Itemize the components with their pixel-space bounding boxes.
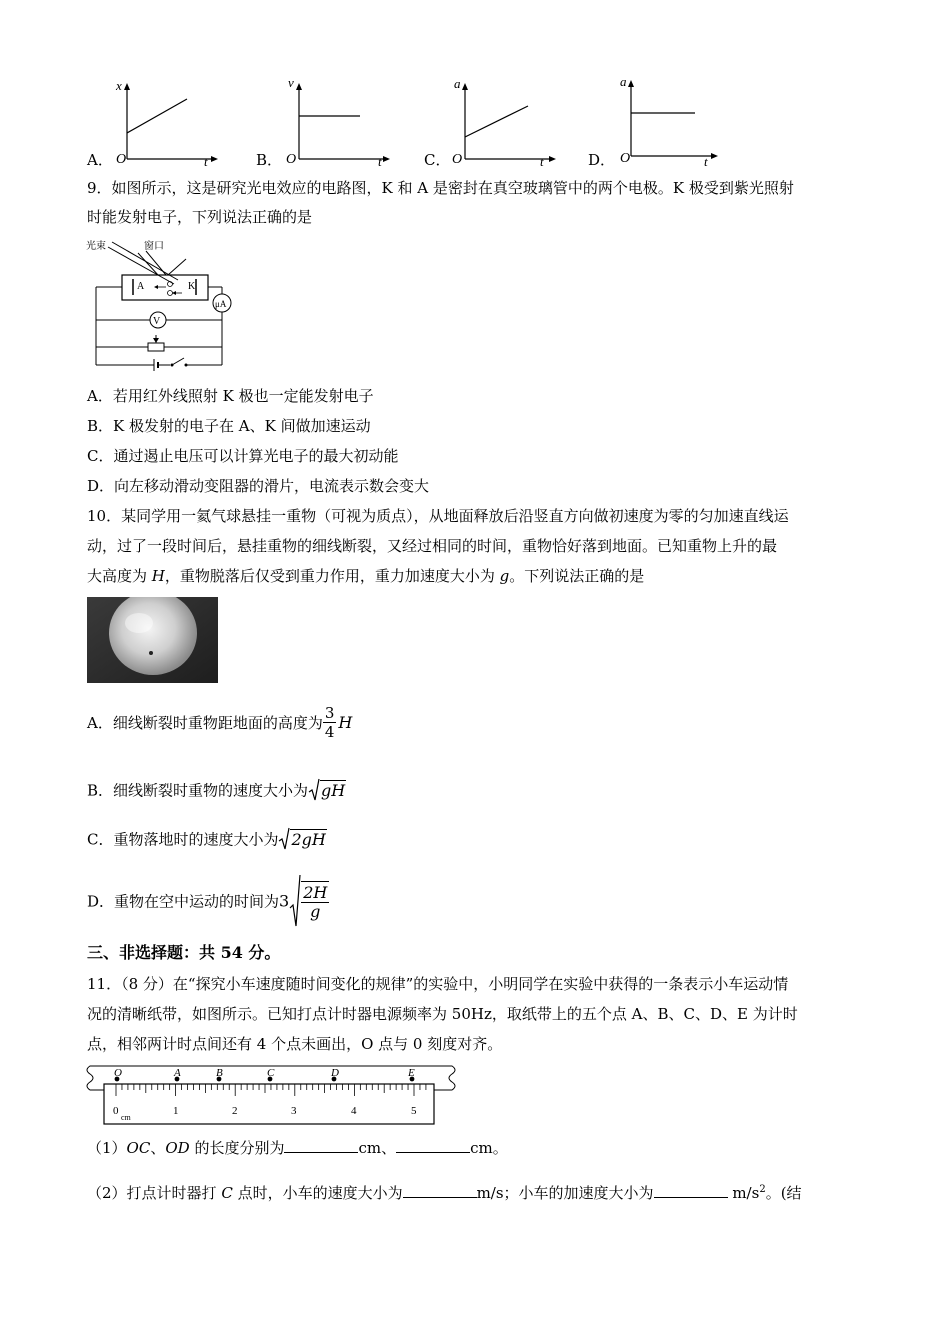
ruler-number-5: 5 <box>411 1105 417 1117</box>
q11-stem-line1: 11．（8 分）在“探究小车速度随时间变化的规律”的实验中，小明同学在实验中获得的一条表示小车运动情 <box>87 975 789 993</box>
tape-label-e: E <box>408 1067 415 1079</box>
ruler-number-1: 1 <box>173 1105 179 1117</box>
graph-c-letter: C． <box>424 151 451 169</box>
tape-label-c: C <box>267 1067 275 1079</box>
fraction-denominator: g <box>310 902 321 921</box>
circuit-anode-label: A <box>137 281 145 292</box>
graph-d-xlabel: t <box>704 154 708 169</box>
q10-option-c-text: C．重物落地时的速度大小为 <box>87 830 279 849</box>
tape-label-o: O <box>114 1067 122 1079</box>
q10-option-d-coef: 3 <box>279 891 290 911</box>
graph-a-letter: A． <box>87 151 113 169</box>
answer-blank-acceleration[interactable] <box>654 1183 728 1198</box>
circuit-beam-label: 光束 <box>86 241 106 252</box>
graph-a-xlabel: t <box>204 154 208 169</box>
q10-option-a-text: A．细线断裂时重物距地面的高度为 <box>87 714 323 732</box>
circuit-window-label: 窗口 <box>144 241 164 252</box>
q10-var-g: g <box>499 567 510 585</box>
graph-options-row <box>0 0 950 170</box>
tape-label-a: A <box>174 1067 181 1079</box>
sqrt-symbol <box>289 874 301 928</box>
q11-sub1-prefix: （1） <box>87 1139 127 1157</box>
answer-blank-oc[interactable] <box>284 1138 358 1153</box>
circuit-microammeter-label: μA <box>215 299 227 309</box>
q9-option-a: A．若用红外线照射 K 极也一定能发射电子 <box>87 387 374 405</box>
q10-line3-a: 大高度为 <box>87 567 152 585</box>
q11-sub2-unit2: m/s <box>727 1184 760 1202</box>
q11-sub1 <box>87 1138 508 1158</box>
graph-a-ylabel: x <box>116 78 122 93</box>
balloon-photo <box>87 597 218 683</box>
fraction-2h-over-g <box>301 881 329 921</box>
q10-option-c-expr: 2gH <box>291 829 326 849</box>
graph-c <box>450 75 560 170</box>
q10-stem-line2: 动，过了一段时间后，悬挂重物的细线断裂，又经过相同的时间，重物恰好落到地面。已知重物上升的最 <box>87 537 778 555</box>
graph-b <box>284 75 394 170</box>
q10-stem-line3 <box>87 566 644 586</box>
q11-sub1-sep: 、 <box>150 1139 166 1157</box>
graph-d <box>616 72 726 170</box>
q11-sub2-suffix: 。(结 <box>765 1184 802 1202</box>
q9-option-b: B．K 极发射的电子在 A、K 间做加速运动 <box>87 417 371 435</box>
q11-sub2-unit1: m/s；小车的加速度大小为 <box>476 1184 654 1202</box>
sqrt-symbol <box>308 778 320 802</box>
tape-label-b: B <box>216 1067 223 1079</box>
circuit-cathode-label: K <box>188 281 196 292</box>
fraction-denominator: 4 <box>324 723 335 741</box>
q10-line3-c: 。下列说法正确的是 <box>509 567 645 585</box>
graph-b-origin: O <box>286 152 297 167</box>
answer-blank-velocity[interactable] <box>403 1183 477 1198</box>
q11-sub2 <box>87 1180 802 1203</box>
q11-stem-line2: 况的清晰纸带，如图所示。已知打点计时器电源频率为 50Hz，取纸带上的五个点 A、B、C、D、E 为计时 <box>87 1005 798 1023</box>
q10-line3-b: ，重物脱落后仅受到重力作用，重力加速度大小为 <box>164 567 500 585</box>
q10-option-c <box>87 827 327 851</box>
photoelectric-circuit-diagram <box>86 237 236 372</box>
q11-stem-line3: 点，相邻两计时点间还有 4 个点未画出，O 点与 0 刻度对齐。 <box>87 1035 503 1053</box>
q9-stem-line1: 9．如图所示，这是研究光电效应的电路图，K 和 A 是密封在真空玻璃管中的两个电极。K 极受到紫光照射 <box>87 179 794 197</box>
q11-sub1-od: OD <box>165 1139 190 1157</box>
fraction-numerator: 3 <box>324 704 335 722</box>
ruler-number-4: 4 <box>351 1105 357 1117</box>
q10-option-a <box>87 704 352 741</box>
tape-label-d: D <box>331 1067 339 1079</box>
q10-stem-line1: 10．某同学用一氦气球悬挂一重物（可视为质点），从地面释放后沿竖直方向做初速度为零的匀加速直线运 <box>87 507 789 525</box>
q11-sub2-c: C <box>221 1184 233 1202</box>
ruler-unit: cm <box>121 1113 131 1122</box>
q10-option-b-expr: gH <box>321 780 346 800</box>
answer-blank-od[interactable] <box>396 1138 470 1153</box>
sqrt-symbol <box>278 827 290 851</box>
graph-a <box>112 75 222 170</box>
graph-d-ylabel: a <box>620 74 627 89</box>
graph-c-xlabel: t <box>540 154 544 169</box>
q10-option-d <box>87 874 329 928</box>
graph-b-letter: B． <box>256 151 283 169</box>
q11-sub2-prefix: （2）打点计时器打 <box>87 1184 222 1202</box>
q9-stem-line2: 时能发射电子，下列说法正确的是 <box>87 208 313 226</box>
fraction-numerator: 2H <box>303 883 328 902</box>
graph-c-origin: O <box>452 152 463 167</box>
q11-sub1-text: 的长度分别为 <box>189 1139 285 1157</box>
q10-option-b-text: B．细线断裂时重物的速度大小为 <box>87 781 309 800</box>
q11-sub1-unit1: cm、 <box>358 1139 397 1157</box>
tape-and-ruler-diagram <box>86 1062 466 1126</box>
graph-d-letter: D． <box>588 151 616 169</box>
fraction-three-quarters <box>323 704 337 741</box>
ruler-number-0: 0 <box>113 1105 119 1117</box>
graph-a-origin: O <box>116 152 127 167</box>
q9-option-d: D．向左移动滑动变阻器的滑片，电流表示数会变大 <box>87 477 430 495</box>
q9-option-c: C．通过遏止电压可以计算光电子的最大初动能 <box>87 447 399 465</box>
section-3-heading: 三、非选择题：共 54 分。 <box>87 943 281 962</box>
q11-sub1-oc: OC <box>126 1139 151 1157</box>
ruler-number-2: 2 <box>232 1105 238 1117</box>
circuit-voltmeter-label: V <box>153 316 161 327</box>
graph-b-ylabel: v <box>288 75 294 90</box>
q11-sub2-sup: 2 <box>759 1184 766 1195</box>
q11-sub2-text: 点时，小车的速度大小为 <box>232 1184 403 1202</box>
graph-b-xlabel: t <box>378 154 382 169</box>
q10-option-d-text: D．重物在空中运动的时间为 <box>87 892 280 911</box>
ruler-number-3: 3 <box>291 1105 297 1117</box>
graph-d-origin: O <box>620 151 631 166</box>
q10-var-h: H <box>151 567 165 585</box>
q11-sub1-unit2: cm。 <box>470 1139 508 1157</box>
q10-option-a-var: H <box>338 713 353 732</box>
q10-option-b <box>87 778 346 802</box>
graph-c-ylabel: a <box>454 76 461 91</box>
